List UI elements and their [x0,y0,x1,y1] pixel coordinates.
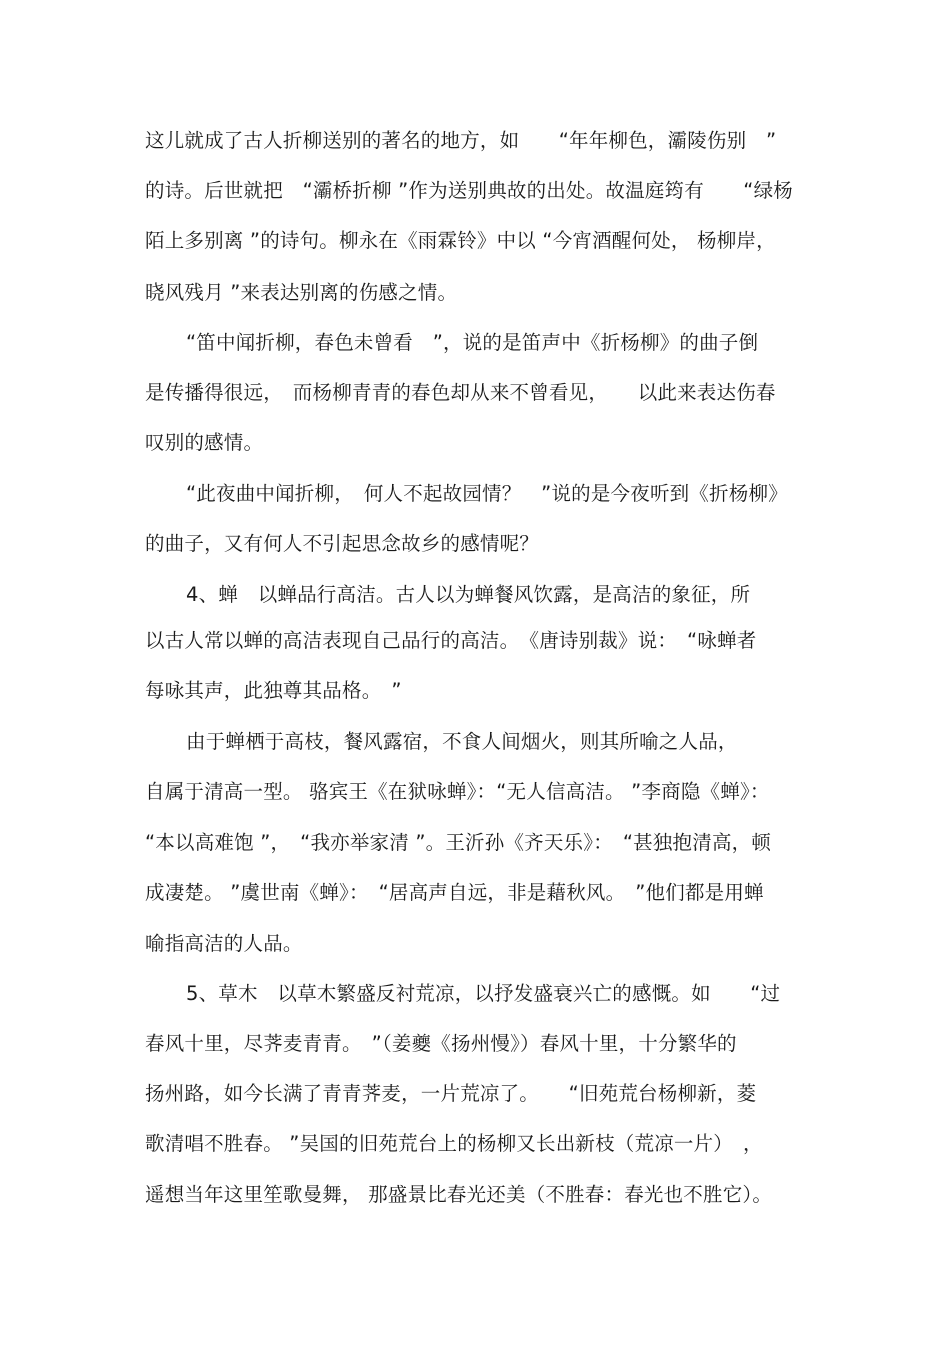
text-line: 以古人常以蝉的高洁表现自己品行的高洁。 《唐诗别裁》说： “咏蝉者 [145,629,757,652]
text-line: 成凄楚。 ”虞世南《蝉》： “居高声自远，非是藉秋风。 ”他们都是用蝉 [145,881,764,904]
text-line: 春风十里，尽荠麦青青。 ”（姜夔《扬州慢》）春风十里，十分繁华的 [145,1032,737,1055]
text-line: 扬州路，如今长满了青青荠麦，一片荒凉了。 “旧苑荒台杨柳新，菱 [145,1082,757,1105]
text-line: 由于蝉栖于高枝，餐风露宿，不食人间烟火，则其所喻之人品， [186,730,738,753]
text-line: 晓风残月 ”来表达别离的伤感之情。 [145,281,458,304]
text-line: 自属于清高一型。 骆宾王《在狱咏蝉》：“无人信高洁。 ”李商隐《蝉》： [145,780,770,803]
text-line: 5、草木 以草木繁盛反衬荒凉，以抒发盛衰兴亡的感慨。如 “过 [186,982,781,1005]
text-line: 4、蝉 以蝉品行高洁。古人以为蝉餐风饮露，是高洁的象征，所 [186,583,751,606]
text-line: “本以高难饱 ”， “我亦举家清 ”。王沂孙《齐天乐》： “甚独抱清高，顿 [145,831,772,854]
text-line: “此夜曲中闻折柳， 何人不起故园情？ ”说的是今夜听到《折杨柳》 [186,482,788,505]
text-line: 陌上多别离 ”的诗句。柳永在《雨霖铃》中以 “今宵酒醒何处， 杨柳岸， [145,229,776,252]
text-line: 的诗。后世就把 “灞桥折柳 ”作为送别典故的出处。故温庭筠有 “绿杨 [145,179,794,202]
text-line: 是传播得很远， 而杨柳青青的春色却从来不曾看见， 以此来表达伤春 [145,381,776,404]
text-line: 的曲子，又有何人不引起思念故乡的感情呢？ [145,532,540,555]
text-line: 叹别的感情。 [145,431,264,454]
text-line: 每咏其声，此独尊其品格。 ” [145,679,402,702]
text-line: 遥想当年这里笙歌曼舞， 那盛景比春光还美（不胜春：春光也不胜它）。 [145,1183,773,1206]
text-line: “笛中闻折柳，春色未曾看 ”，说的是笛声中《折杨柳》的曲子倒 [186,331,759,354]
text-line: 歌清唱不胜春。 ”吴国的旧苑荒台上的杨柳又长出新枝（荒凉一片） ， [145,1132,763,1155]
text-line: 这儿就成了古人折柳送别的著名的地方，如 “年年柳色，灞陵伤别 ” [145,129,777,152]
text-line: 喻指高洁的人品。 [145,932,303,955]
